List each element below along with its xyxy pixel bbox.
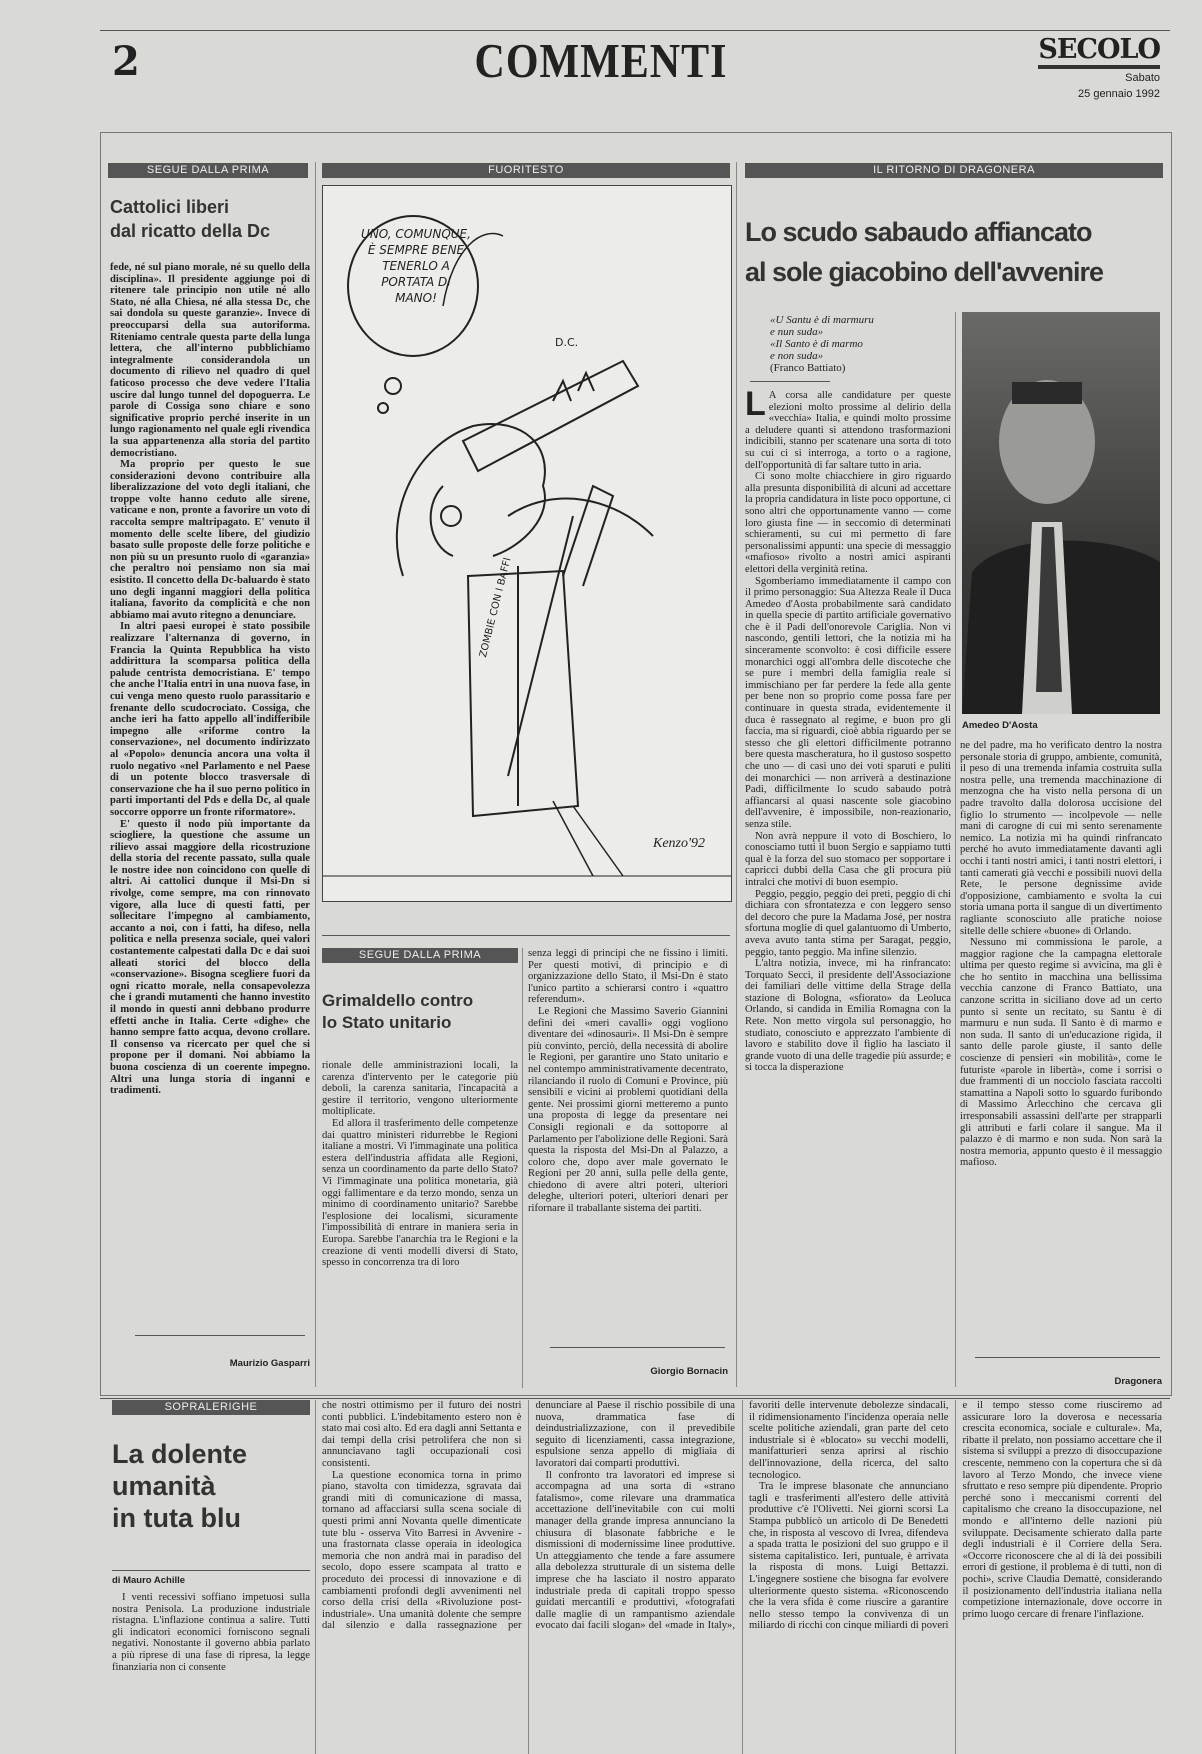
section-rule — [322, 935, 730, 936]
page-number: 2 — [112, 38, 140, 85]
paragraph: ne del padre, ma ho verificato dentro la nostra personale storia di gruppo, ambiente, comunità, il peso di una tremenda infamia costruita sulla nostra pelle, una tremenda macchinazione di menzogna che ha visto nella persona di un padre travolto dalla dolorosa uccisione del figlio lo strumento — incolpevole — nelle mani di carogne di cui mi sento serenamente nemico. La notizia mi ha quindi rinfrancato perché ho avuto immediatamente davanti agli occhi i tanti nostri amici, i tanti nostri elettori, i tanti camerati già vecchi e possibili nuovi della Rete, le persone degnissime avide d'opposizione, cambiamento e svolta la cui storia umana porta il sangue di un divertimento ragliante sconosciuto alle pratiche noiose sitelle delle schiere «buone» di Orlando. — [960, 740, 1162, 937]
paragraph: che nostri ottimismo per il futuro dei nostri conti pubblici. L'indebitamento estero non è stato mai così alto. Ed era dagli anni Settanta e dai tempi della crisi petrolifera che non si annunciavano tagli occupazionali così consistenti. — [322, 1400, 522, 1469]
paragraph: Il confronto tra lavoratori ed imprese si accompagna ad una sorta di «strano fatalismo», come rilevare una drammatica accettazione dell'inevitabile con cui molti manager della grande impresa annunciano la chiusura di blasonate fabbriche e le dismissioni di modernissime linee produttive. Un atteggiamento che tende a fare assumere alla debolezza strutturale di un sistema delle imprese che ha lasciato il nostro apparato industriale preda di capitali troppo spesso guidati mercantili e produttivi, «fotografati dalle maglie di un rampantismo aziendale evocato dai facili slogan» del «made in Italy», favoriti delle intervenute debolezze sindacali, il ridimensionamento l'incidenza operaia nelle scelte politiche aziendali, gran parte del ceto industriale si è «blocato» su vecchi modelli, manifatturieri senza aprirsi al rischio dell'innovazione, della ricerca, del salto tecnologico. — [535, 1400, 949, 1632]
article-right-col1 — [745, 390, 951, 1385]
epigraph-line: «Il Santo è di marmo — [770, 338, 863, 350]
drop-cap: L — [745, 390, 766, 423]
article-bottom-body — [322, 1400, 1162, 1754]
section-rule — [100, 1398, 1170, 1399]
article-center-col2 — [528, 948, 728, 1338]
title-line: al sole giacobino dell'avvenire — [745, 257, 1104, 287]
balloon-line: UNO, COMUNQUE, — [361, 227, 471, 241]
title-line: Cattolici liberi — [110, 197, 230, 217]
column-divider — [955, 312, 956, 1387]
kicker-segue-left: SEGUE DALLA PRIMA — [108, 163, 308, 178]
kicker-segue-center: SEGUE DALLA PRIMA — [322, 948, 518, 963]
paragraph: Sgomberiamo immediatamente il campo con il primo personaggio: Sua Altezza Reale il Duca Amedeo d'Aosta probabilmente sarà candidato in quella specie di partito artificiale governativo che è il Padi dell'onorevole Cariglia. Non vi nascondo, gentili lettori, che la notizia mi ha sinceramente sconvolto: è così difficile essere monarchici oggi all'ombra delle discoteche che se pure i membri della famiglia reale si immischiano per far perdere la fede alla gente per bene non so proprio come possa fare per continuare in questa strada, evidentemente il duca è rassegnato al regime, e buon pro gli faccia, ma si riguardi, cioè abbia riguardo per se stesso che gli elettori difficilmente potranno bere questa mascheratura, ho il gustoso sospetto che uno — di casi uno dei voti sparuti e puliti dei monarchici — non arriverà a destinazione Padi, difficilmente lo scudo sabaudo potrà affiancarsi al quasi nascente sole giacobino dell'avvenire, è impossibile, non-reazionario, senza stile. — [745, 575, 951, 830]
paragraph: A corsa alle candidature per queste elezioni molto prossime al delirio della «vecchia» Italia, e quindi molto prossime a deludere quanti si attendono trasformazioni indicibili, stanno per scatenare una sorta di toto su cui ci si interroga, a torto o a ragione, dell'opportunità di far saltare tutto in aria. — [745, 390, 951, 471]
epigraph-line: «U Santu è di marmuru — [770, 314, 874, 326]
paragraph: Ma proprio per questo le sue considerazioni devono contribuire alla liberalizzazione del voto degli italiani, che troppe volte hanno ceduto alle sirene, vaticane e non, pronte a favorire un voto di raccolta sempre maltripagato. E' venuto il momento delle scelte libere, del giudizio basato sulle proposte delle forze politiche e non più su un presunto ruolo di «garanzia» che peraltro noi pensiamo non sia mai esistito. Il concetto della Dc-baluardo è stato uno degli inganni maggiori della politica italiana, favorito da complicità e che non abbiamo mai avuto ritegno a denunciare. — [110, 459, 310, 621]
title-line: dal ricatto della Dc — [110, 221, 271, 241]
balloon-text — [361, 226, 471, 306]
byline-rule — [550, 1347, 725, 1348]
title-line: umanità — [112, 1471, 216, 1501]
article-bottom-lead — [112, 1592, 310, 1746]
section-title: COMMENTI — [474, 35, 728, 89]
telescope-icon — [463, 361, 638, 471]
title-line: Lo scudo sabaudo affiancato — [745, 217, 1092, 247]
paragraph: La questione economica torna in primo piano, stavolta con timidezza, sgravata dai grandi miti di comunicazione di massa, tornano ad affacciarsi sulla scena sociale di questi primi anni Novanta quelle dimenticate tute blu - osserva Vito Barresi in Avvenire - una frastornata classe operaia in ideologica memoria che non andrà mai in paradiso del secolo, dopo essere scampata al tratto e proceduto dei processi di innovazione e di cambiamenti profondi degli avvenimenti nel corso della crisi della «Rivoluzione post-industriale». Una umanità dolente che sempre dal silenzio e dalla rassegnazione per denunciare al Paese il rischio possibile di una nuova, drammatica fase di deindustrializzazione, con il prevedibile seguito di licenziamenti, cassa integrazione, espulsione senza appello di migliaia di lavoratori dai comparti produttivi. — [322, 1400, 735, 1632]
title-line: in tuta blu — [112, 1503, 241, 1533]
epigraph-line: e non suda» — [770, 350, 824, 362]
pickaxe-label: ZOMBIE CON I BAFFI — [478, 556, 514, 659]
article-right-title — [745, 212, 1165, 292]
byline-right: Dragonera — [1114, 1376, 1162, 1387]
title-line: lo Stato unitario — [322, 1013, 452, 1032]
kicker-fuoritesto: FUORITESTO — [322, 163, 730, 178]
byline-rule — [135, 1335, 305, 1336]
paragraph: In altri paesi europei è stato possibile realizzare l'alternanza di governo, in Francia la Quinta Repubblica ha visto addirittura la scomparsa politica della palude centrista democristiana. E' tempo che anche l'Italia entri in una nuova fase, in cui venga meno questo ruolo parassitario e frenante dello scudocrociato. Cossiga, che anche ieri ha fatto appello all'indifferibile impegno alle «riforme contro la conservazione», nel documento indirizzato al «Popolo» denuncia ancora una volta il ruolo negativo «nel Parlamento e nel Paese di un potente blocco trasversale di conservazione che ha il suo perno politico in parti importanti del Pds e della Dc, al quale soccorre opporre un fronte riformatore». — [110, 621, 310, 818]
balloon-line: TENERLO A — [382, 259, 450, 273]
paragraph: Peggio, peggio, peggio dei preti, peggio di chi dichiara con sfrontatezza e con leggero senso del decoro che pure la Madama José, per nostra sfortuna moglie di quel galantuomo di Umberto, aveva avuto tanta stima per Saragat, peggio, peggio, tanto peggio. Ma infine silenzio. — [745, 888, 951, 958]
epigraph — [770, 314, 950, 374]
article-center-col1 — [322, 1060, 518, 1382]
article-left-title — [110, 195, 310, 243]
pickaxe-head — [508, 499, 653, 536]
column-divider — [522, 948, 523, 1388]
photo-caption: Amedeo D'Aosta — [962, 720, 1038, 731]
byline-rule — [112, 1570, 310, 1571]
epigraph-rule — [750, 381, 830, 382]
epigraph-line: e nun suda» — [770, 326, 824, 338]
title-line: La dolente — [112, 1439, 248, 1469]
epigraph-line: (Franco Battiato) — [770, 362, 846, 374]
issue-date: 25 gennaio 1992 — [1078, 88, 1160, 100]
column-divider — [315, 1400, 316, 1754]
paragraph: Le Regioni che Massimo Saverio Giannini definì dei «meri cavalli» oggi vogliono diventare dei «dinosauri». Il Msi-Dn è sempre più convinto, perciò, della necessità di abolire le Regioni, per garantire uno Stato unitario e nel contempo amministrativamente decentrato, rilanciando il ruolo di Comuni e Province, più sensibili e vicini ai problemi quotidiani della gente. Nei prossimi giorni metteremo a punto una proposta di legge da presentare nei Consigli regionali e da sottoporre al Parlamento per l'abolizione delle Regioni. Sarà questa la risposta del Msi-Dn al Palazzo, a coloro che, dopo aver male governato le Regioni per 20 anni, sulla pelle della gente, chiedono di avere altri poteri, ulteriori deleghe, ulteriori poteri, ulteriori denari per rifornare il traballante sistema dei partiti. — [528, 1005, 728, 1215]
kicker-sopralerighe: SOPRALERIGHE — [112, 1400, 310, 1415]
paragraph: L'altra notizia, invece, mi ha rinfrancato: Torquato Secci, il presidente dell'Associazione dei familiari delle vittime della Strage della stazione di Bologna, «sfiorato» da Leoluca Orlando, si candida in Emilia Romagna con la Rete. Non metto virgola sul personaggio, ho studiato, conosciuto e apprezzato l'ambiente di lavoro e stabilito dove il figlio ha lasciato il grande vuoto di una delle tragedie più assurde; e si tocca la disperazione — [745, 958, 951, 1074]
paragraph: rionale delle amministrazioni locali, la carenza d'intervento per le categorie più deboli, la carenza sanitaria, l'incapacità a gestire il territorio, vengono ulteriormente moltiplicate. — [322, 1060, 518, 1118]
cartoonist-signature: Kenzo'92 — [653, 836, 705, 851]
balloon-line: MANO! — [395, 291, 437, 305]
balloon-line: È SEMPRE BENE — [367, 243, 465, 257]
portrait-photo — [962, 312, 1160, 714]
byline-rule — [975, 1357, 1160, 1358]
column-divider — [736, 162, 737, 1387]
byline-left: Maurizio Gasparri — [229, 1358, 310, 1369]
logo-name: SECOLO — [1038, 34, 1160, 69]
paragraph: E' questo il nodo più importante da sciogliere, la questione che assume un rilievo assai maggiore della ricostruzione della storia del recente passato, sulla quale le nostre idee non coincidono con quelle di altri. Ai cattolici dunque il Msi-Dn si rivolge, come sempre, ma con rinnovato vigore, alla luce di questi fatti, per sollecitare l'impegno al cambiamento, accanto a noi, con i fatti, ha difeso, nella politica e nella presenza sociale, quei valori costantemente calpestati dalla Dc e dai suoi alleati storici del blocco della «conservazione». Bisogna scegliere fuori da ogni ricatto morale, nella consapevolezza che i grandi mutamenti che hanno investito il mondo in questi anni debbano produrre effetti anche in Italia. Certe «dighe» che hanno sempre fatto acqua, devono crollare. Il consenso va ricercato per quel che si propone per il domani. Noi abbiamo la buona coscienza di un coerente impegno. Altri una lunga storia di inganni e tradimenti. — [110, 818, 310, 1097]
masthead-logo — [1038, 34, 1160, 101]
author: di Mauro Achille — [112, 1575, 186, 1586]
article-right-col2 — [960, 740, 1162, 1345]
paragraph: fede, né sul piano morale, né su quello della disciplina». Il presidente aggiunge poi di ritenere tale principio non utile né allo Stato, né alla Chiesa, né alla stessa Dc, che sai dondola su queste garanzie». Invece di preoccuparsi della sua autoriforma. Riteniamo centrale questa parte della lunga lettera, che all'interno pubblichiamo integralmente considerandola un documento di rilievo nel quadro di quel faticoso processo che deve vedere l'Italia uscire dal lungo tunnel del dopoguerra. Le parole di Cossiga sono chiare e sono significative proprio perché inserite in un lungo ragionamento nel quale egli rivendica la sua appartenenza alla storia del partito democristiano. — [110, 262, 310, 459]
article-center-title — [322, 990, 518, 1034]
paragraph: I venti recessivi soffiano impetuosi sulla nostra Penisola. La produzione industriale ristagna. L'inflazione continua a salire. Tutti gli indicatori economici forniscono segnali negativi. Nonostante il governo abbia parlato a più riprese di una fase di ripresa, la legge finanziaria non ci consente — [112, 1592, 310, 1673]
paragraph: Nessuno mi commissiona le parole, a maggior ragione che la campagna elettorale ultima per questo regime si avvicina, ma gli è che ho sentito in macchina una bellissima vecchia canzone di Franco Battiato, una canzone scritta in siciliano dove ad un certo punto si sente un recitato, su Santu è di marmuru e nun suda. Il Santo è di marmo e non suda. Il santo di un'educazione rigida, il santo delle parole giuste, il santo delle coscienze di pensieri «in mobilità», come le futuriste «parole in libertà», come i sorrisi o due frammenti di un nocciolo fasciata raccolti stamattina a Napoli sotto lo sguardo furibondo di Massimo Arlecchino che cercava gli irresponsabili assassini dell'arte per strapparli gli attributi e farli colare il sangue. Ma il palazzo è di marmo e non suda. Non sarà la nostra memoria, appunto questo è il messaggio mafioso. — [960, 937, 1162, 1169]
paragraph: Ci sono molte chiacchiere in giro riguardo alla presunta disponibilità di alcuni ad accettare la propria candidatura in liste poco opportune, ci sono altri che opportunamente vanno — come loro giusta fine — in seccomio di determinati schieramenti, su cui mi permetto di fare personalissimi appunti: una specie di messaggio «mafioso» rivolto a nostri amici aspiranti elettori della verginità retina. — [745, 471, 951, 575]
issue-day: Sabato — [1125, 72, 1160, 84]
top-rule — [100, 30, 1170, 31]
column-divider — [315, 162, 316, 1387]
figure-body — [468, 571, 578, 816]
article-left-body — [110, 262, 310, 1328]
byline-center: Giorgio Bornacin — [650, 1366, 728, 1377]
cartoon — [322, 185, 732, 902]
balloon-line: PORTATA DI — [381, 275, 451, 289]
paragraph: Tra le imprese blasonate che annunciano tagli e trasferimenti all'estero delle attività produttive c'è l'Olivetti. Nei giorni scorsi La Stampa pubblicò un articolo di De Benedetti che, in risposta al vescovo di Ivrea, difendeva a spada tratta le posizioni del suo gruppo e il sistema capitalistico. Ieri, puntuale, è arrivata la risposta di mons. Luigi Bettazzi. L'ingegnere sostiene che bisogna far evolvere ulteriormente questo sistema. «Riconoscendo che la vera sfida è come riuscire a garantire nello stesso tempo la convivenza di un miliardo di ricchi con cinque miliardi di poveri e il tempo stesso come riusciremo ad assicurare loro la doverosa e necessaria crescita economica, sociale e culturale». Ma, ribatte il prelato, non possiamo accettare che il sistema si sviluppi a prezzo di disoccupazione crescente, nemmeno con la copertura che si dà lavoro al Terzo Mondo, che invece viene sfruttato e reso sempre più dipendente. Proprio perché sono i meccanismi correnti del capitalismo che creano la disoccupazione, nel mondo e all'interno delle nazioni più sviluppate. Decisamente schierato dalla parte degli industriali è il Corriere della Sera. «Occorre riconoscere che al di là dei possibili errori di gestione, il problema è di tutti, non di pochi», scrive Claudia Demattè, considerando il posizionamento dell'industria italiana nella competizione internazionale, dove occorre in primo luogo cercare di frenare l'inflazione. — [749, 1400, 1162, 1632]
paragraph: Ed allora il trasferimento delle competenze dai quattro ministeri ridurrebbe le Regioni italiane a mostri. Vi l'immaginate una politica estera dell'industria affidata alle Regioni, senza un coordinamento da parte dello Stato? Vi l'immaginate una politica monetaria, già oggi fallimentare e da terzo mondo, senza un minimo di coordinamento unitario? Sarebbe l'esplosione dei localismi, sicuramente l'impossibilità di entrare in maniera seria in Europa. Sarebbe l'anarchia tra le Regioni e la creazione di venti modelli diversi di Stato, spesso in concorrenza tra di loro — [322, 1117, 518, 1269]
paragraph: Non avrà neppure il voto di Boschiero, lo conosciamo tutti il buon Sergio e sappiamo tutti qual è la forza del suo stomaco per sopportare i capricci dubbi della Casa che gli procura più intralci che motivi di buon esempio. — [745, 830, 951, 888]
telescope-label: D.C. — [555, 336, 579, 349]
title-line: Grimaldello contro — [322, 991, 474, 1010]
portrait-figure — [962, 312, 1160, 714]
paragraph: senza leggi di principi che ne fissino i limiti. Per questi motivi, di principio e di organizzazione dello Stato, il Msi-Dn è stato l'unico partito a schierarsi contro i «quattro referendum». — [528, 948, 728, 1006]
kicker-dragonera: IL RITORNO DI DRAGONERA — [745, 163, 1163, 178]
article-bottom-title — [112, 1438, 312, 1534]
